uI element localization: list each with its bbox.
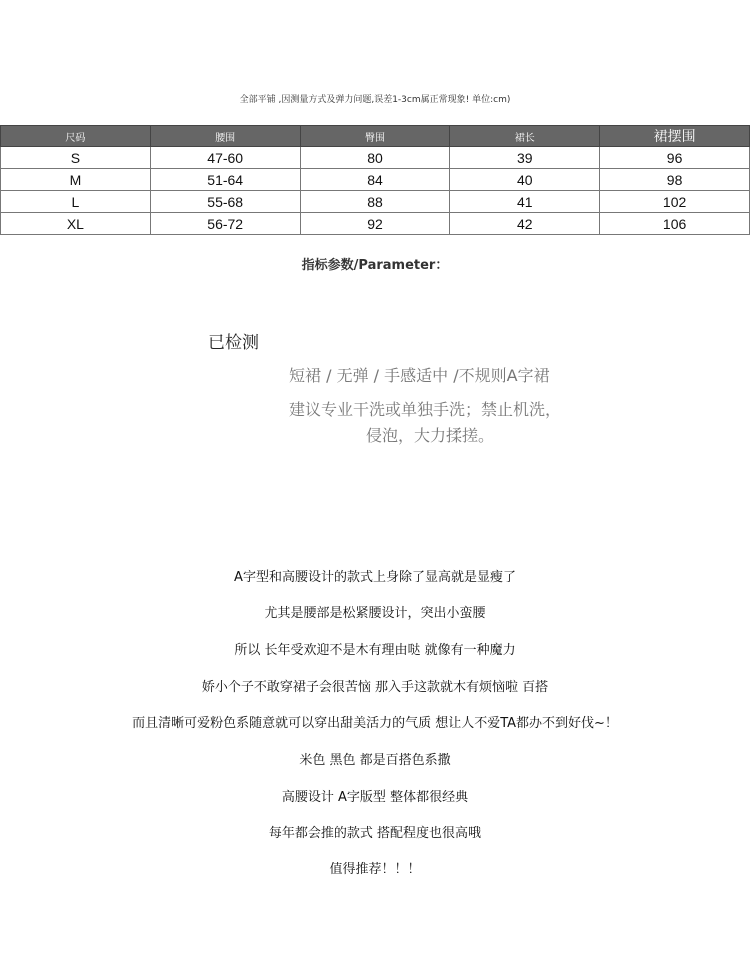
table-cell: 51-64 xyxy=(150,169,300,191)
size-table xyxy=(0,125,750,235)
description-line: 所以 长年受欢迎不是木有理由哒 就像有一种魔力 xyxy=(234,643,516,658)
description-line: 米色 黑色 都是百搭色系撒 xyxy=(299,753,451,768)
table-cell: 98 xyxy=(600,169,750,191)
table-cell: 42 xyxy=(450,213,600,235)
table-cell: 88 xyxy=(300,191,450,213)
description-line: A字型和高腰设计的款式上身除了显高就是显瘦了 xyxy=(234,570,516,585)
table-cell: XL xyxy=(1,213,151,235)
description-line: 娇小个子不敢穿裙子会很苦恼 那入手这款就木有烦恼啦 百搭 xyxy=(201,680,549,695)
table-cell: 41 xyxy=(450,191,600,213)
table-cell: S xyxy=(1,147,151,169)
header-hem: 裙摆围 xyxy=(600,126,750,147)
table-cell: 92 xyxy=(300,213,450,235)
description-line: 高腰设计 A字版型 整体都很经典 xyxy=(281,790,469,805)
table-cell: 102 xyxy=(600,191,750,213)
washing-value-line1: 建议专业干洗或单独手洗；禁止机洗， xyxy=(289,400,562,419)
table-row xyxy=(1,213,750,235)
header-size: 尺码 xyxy=(1,126,151,147)
table-row xyxy=(1,191,750,213)
checked-label: 已检测 xyxy=(208,333,259,353)
table-header-row xyxy=(1,126,750,147)
description-line: 尤其是腰部是松紧腰设计，突出小蛮腰 xyxy=(264,606,486,621)
table-row xyxy=(1,169,750,191)
header-length: 裙长 xyxy=(450,126,600,147)
washing-value-line2: 侵泡，大力揉搓。 xyxy=(366,426,495,445)
table-cell: 55-68 xyxy=(150,191,300,213)
table-cell: 84 xyxy=(300,169,450,191)
header-hip: 臀围 xyxy=(300,126,450,147)
description-line: 而且清晰可爱粉色系随意就可以穿出甜美活力的气质 想让人不爱TA都办不到好伐~！ xyxy=(132,716,618,731)
table-cell: 106 xyxy=(600,213,750,235)
description-line: 值得推荐！！！ xyxy=(329,862,421,877)
table-cell: 96 xyxy=(600,147,750,169)
header-waist: 腰围 xyxy=(150,126,300,147)
description-line: 每年都会推的款式 搭配程度也很高哦 xyxy=(268,826,482,841)
table-row xyxy=(1,147,750,169)
measurement-note: 全部平铺 ,因测量方式及弹力问题,误差1-3cm属正常现象! 单位:cm) xyxy=(239,95,511,105)
table-cell: 47-60 xyxy=(150,147,300,169)
table-cell: 56-72 xyxy=(150,213,300,235)
table-cell: 80 xyxy=(300,147,450,169)
parameter-title: 指标参数/Parameter： xyxy=(301,258,449,273)
table-cell: L xyxy=(1,191,151,213)
table-cell: 39 xyxy=(450,147,600,169)
table-cell: M xyxy=(1,169,151,191)
product-index-value: 短裙 / 无弹 / 手感适中 /不规则A字裙 xyxy=(289,366,550,385)
table-cell: 40 xyxy=(450,169,600,191)
